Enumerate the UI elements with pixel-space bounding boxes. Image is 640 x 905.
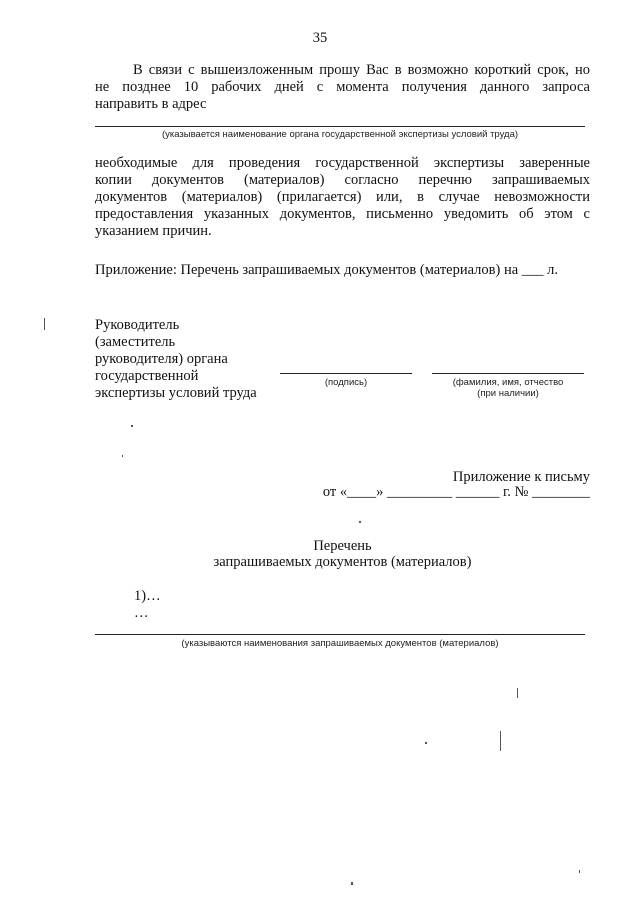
annex-date-line: от «____» _________ ______ г. № ________ <box>322 484 590 500</box>
scan-speck <box>122 455 123 457</box>
list-item-1: 1)… <box>134 588 161 604</box>
name-caption-line-1: (фамилия, имя, отчество <box>452 377 564 388</box>
list-subtitle: запрашиваемых документов (материалов) <box>213 554 472 570</box>
signatory-line-2: (заместитель <box>95 334 176 350</box>
scan-speck <box>500 731 501 751</box>
list-title: Перечень <box>313 538 372 554</box>
scan-speck <box>44 318 45 330</box>
signature-blank-line <box>280 373 412 374</box>
name-caption <box>432 377 584 399</box>
body-line-1: необходимые для проведения государственной экспертизы заверенные <box>95 155 590 171</box>
page-number: 35 <box>312 30 328 46</box>
signatory-line-1: Руководитель <box>95 317 180 333</box>
authority-blank-line <box>95 126 585 127</box>
signatory-title <box>95 317 295 402</box>
attachment-line: Приложение: Перечень запрашиваемых документов (материалов) на ___ л. <box>95 262 559 278</box>
request-line-2: не позднее 10 рабочих дней с момента получения данного запроса <box>95 79 590 95</box>
scan-speck <box>351 882 353 885</box>
signatory-line-4: государственной <box>95 368 199 384</box>
signatory-line-5: экспертизы условий труда <box>95 385 257 401</box>
body-line-3: документов (материалов) (прилагается) или, в случае невозможности <box>95 189 590 205</box>
scan-speck <box>131 425 133 427</box>
list-blank-line <box>95 634 585 635</box>
annex-heading: Приложение к письму <box>452 469 590 485</box>
list-caption: (указываются наименования запрашиваемых документов (материалов) <box>181 638 499 649</box>
request-line-1: В связи с вышеизложенным прошу Вас в возможно короткий срок, но <box>133 62 590 78</box>
name-blank-line <box>432 373 584 374</box>
request-line-3: направить в адрес <box>95 96 207 112</box>
list-item-2: … <box>134 605 149 621</box>
signature-caption: (подпись) <box>324 377 368 388</box>
body-line-5: указанием причин. <box>95 223 212 239</box>
body-line-2: копии документов (материалов) согласно перечню запрашиваемых <box>95 172 590 188</box>
signatory-line-3: руководителя) органа <box>95 351 228 367</box>
scan-speck <box>579 870 580 873</box>
scan-speck <box>517 688 518 698</box>
body-paragraph <box>95 155 590 240</box>
authority-caption: (указывается наименование органа государственной экспертизы условий труда) <box>161 129 519 140</box>
scan-speck <box>425 742 427 744</box>
request-paragraph <box>95 62 590 113</box>
name-caption-line-2: (при наличии) <box>477 388 539 399</box>
body-line-4: предоставления указанных документов, письменно уведомить об этом с <box>95 206 590 222</box>
scan-speck <box>359 521 361 523</box>
